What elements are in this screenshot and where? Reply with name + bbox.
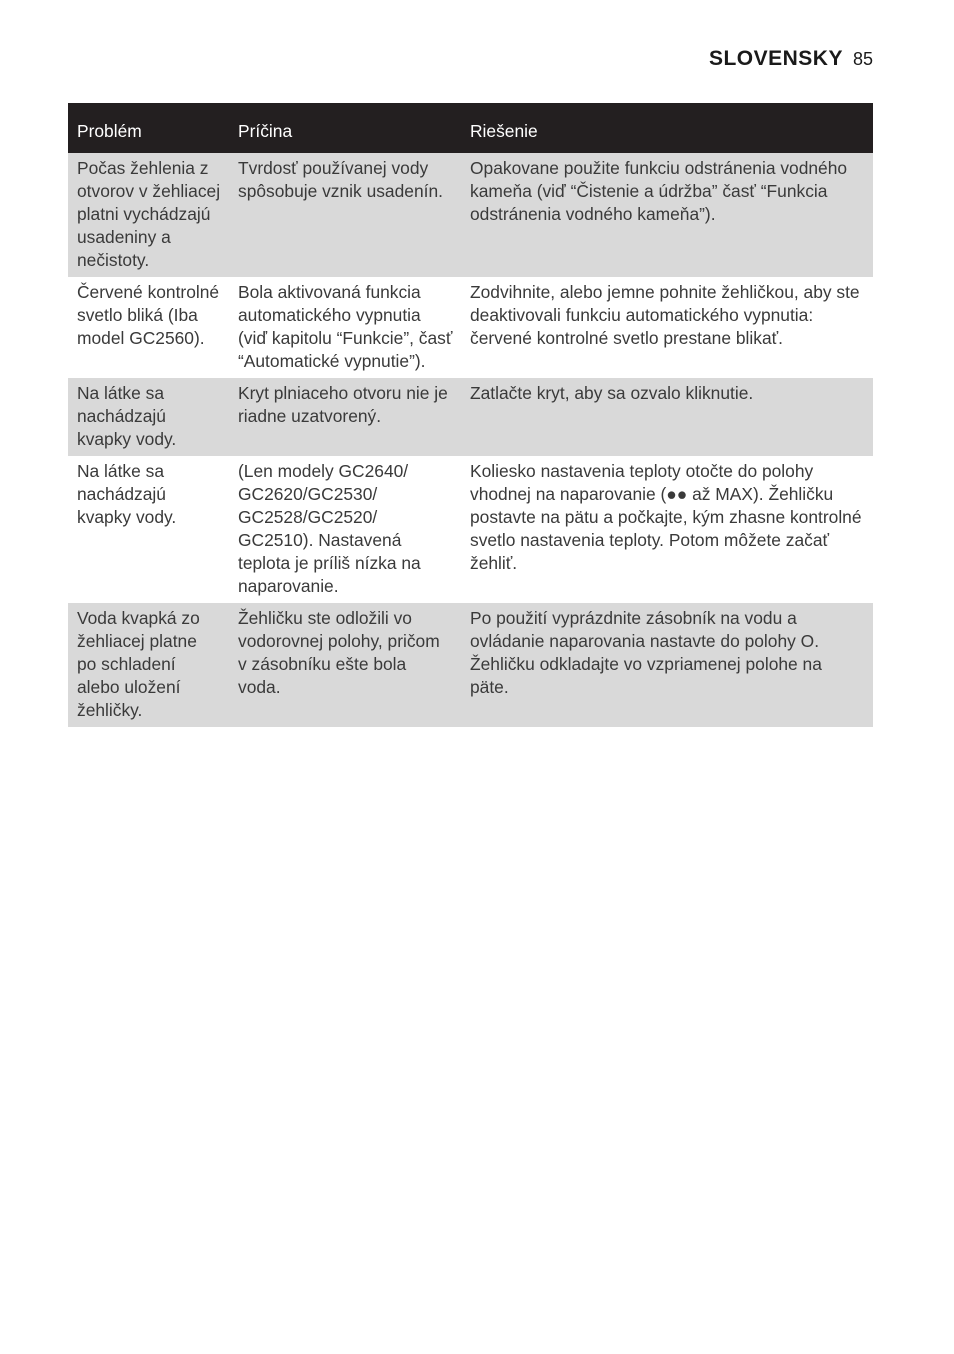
solution-cell: Koliesko nastavenia teploty otočte do polohy vhodnej na naparovanie (●● až MAX). Žehličku postavte na pätu a počkajte, kým zhasne kontrolné svetlo nastavenia teploty. Potom môžete začať žehliť.: [470, 461, 862, 573]
cause-cell: Kryt plniaceho otvoru nie je riadne uzatvorený.: [229, 378, 461, 456]
cause-cell: Žehličku ste odložili vo vodorovnej polohy, pričom v zásobníku ešte bola voda.: [229, 603, 461, 727]
cause-cell: Tvrdosť používanej vody spôsobuje vznik usadenín.: [229, 153, 461, 277]
problem-cell: Na látke sa nachádzajú kvapky vody.: [77, 461, 177, 527]
column-header-cause: Príčina: [229, 103, 461, 153]
column-header-problem: Problém: [68, 103, 229, 153]
solution-cell: Po použití vyprázdnite zásobník na vodu a ovládanie naparovania nastavte do polohy O. Žehličku odkladajte vo vzpriamenej polohe na päte.: [461, 603, 873, 727]
table-row: [68, 153, 873, 277]
problem-cell: Voda kvapká zo žehliacej platne po schladení alebo uložení žehličky.: [68, 603, 229, 727]
table-header-row: [68, 103, 873, 153]
table-row: [68, 603, 873, 727]
column-header-solution: Riešenie: [461, 103, 873, 153]
solution-cell: Opakovane použite funkciu odstránenia vodného kameňa (viď “Čistenie a údržba” časť “Funkcia odstránenia vodného kameňa”).: [461, 153, 873, 277]
problem-cell: Na látke sa nachádzajú kvapky vody.: [68, 378, 229, 456]
language-label: SLOVENSKY: [708, 47, 843, 70]
cause-cell: Bola aktivovaná funkcia automatického vypnutia (viď kapitolu “Funkcie”, časť “Automatické vypnutie”).: [238, 282, 453, 371]
solution-cell: Zodvihnite, alebo jemne pohnite žehličkou, aby ste deaktivovali funkciu automatického vypnutia: červené kontrolné svetlo prestane blikať.: [470, 282, 860, 348]
cause-cell: (Len modely GC2640/ GC2620/GC2530/ GC2528/GC2520/ GC2510). Nastavená teplota je príliš nízka na naparovanie.: [238, 461, 421, 596]
table-row: [68, 378, 873, 456]
problem-cell: Počas žehlenia z otvorov v žehliacej platni vychádzajú usadeniny a nečistoty.: [68, 153, 229, 277]
page-number: 85: [852, 49, 873, 69]
table-row: [68, 277, 873, 378]
solution-cell: Zatlačte kryt, aby sa ozvalo kliknutie.: [461, 378, 873, 456]
problem-cell: Červené kontrolné svetlo bliká (Iba model GC2560).: [77, 282, 220, 348]
troubleshooting-table: [68, 103, 873, 727]
page-header: [709, 47, 873, 71]
table-row: [68, 456, 873, 603]
